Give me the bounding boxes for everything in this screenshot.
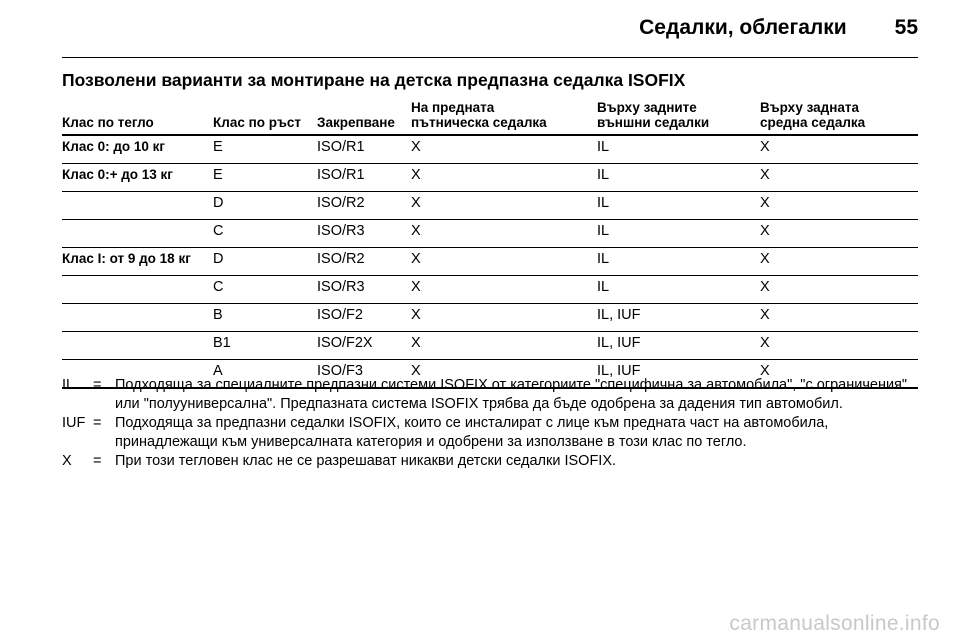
fixture-cell: ISO/R2: [317, 248, 411, 276]
weight-class-cell: [62, 276, 213, 304]
size-class-cell: C: [213, 220, 317, 248]
legend-note-iuf: [62, 414, 918, 452]
note-equals: =: [93, 453, 102, 469]
rear-outboard-cell: IL: [597, 220, 760, 248]
rear-outboard-cell: IL: [597, 135, 760, 164]
size-class-cell: A: [213, 360, 317, 389]
note-abbreviation: IUF: [62, 415, 86, 431]
fixture-cell: ISO/R1: [317, 135, 411, 164]
section-title: Седалки, облегалки: [639, 16, 847, 39]
fixture-cell: ISO/F2X: [317, 332, 411, 360]
table-row: [62, 135, 918, 164]
table-header: [62, 100, 918, 135]
front-seat-cell: X: [411, 304, 597, 332]
fixture-cell: ISO/F3: [317, 360, 411, 389]
rear-centre-cell: X: [760, 164, 918, 192]
weight-class-cell: [62, 192, 213, 220]
weight-class-cell: [62, 304, 213, 332]
front-seat-cell: X: [411, 276, 597, 304]
page-number: 55: [894, 16, 918, 39]
note-equals: =: [93, 415, 102, 431]
rear-centre-cell: X: [760, 192, 918, 220]
fixture-cell: ISO/R3: [317, 276, 411, 304]
table-header-row: [62, 100, 918, 135]
page-header: [0, 16, 918, 40]
table-row: [62, 220, 918, 248]
header-weight-class: Клас по тегло: [62, 100, 213, 135]
rear-outboard-cell: IL: [597, 248, 760, 276]
table-row: [62, 304, 918, 332]
rear-outboard-cell: IL, IUF: [597, 304, 760, 332]
size-class-cell: D: [213, 192, 317, 220]
front-seat-cell: X: [411, 360, 597, 389]
rear-outboard-cell: IL: [597, 164, 760, 192]
size-class-cell: B: [213, 304, 317, 332]
front-seat-cell: X: [411, 220, 597, 248]
size-class-cell: B1: [213, 332, 317, 360]
rear-centre-cell: X: [760, 360, 918, 389]
header-front-passenger-seat: На предната пътническа седалка: [411, 100, 597, 135]
table-row: [62, 192, 918, 220]
note-abbreviation: IL: [62, 377, 75, 393]
table-title: Позволени варианти за монтиране на детска предпазна седалка ISOFIX: [62, 70, 686, 90]
header-rear-outboard-seats: Върху задните външни седалки: [597, 100, 760, 135]
weight-class-cell: Клас 0: до 10 кг: [62, 135, 213, 164]
weight-class-cell: Клас 0:+ до 13 кг: [62, 164, 213, 192]
rear-centre-cell: X: [760, 304, 918, 332]
rear-centre-cell: X: [760, 220, 918, 248]
table-row: [62, 164, 918, 192]
legend-note-il: [62, 376, 918, 414]
header-rule: [62, 57, 918, 58]
fixture-cell: ISO/R3: [317, 220, 411, 248]
front-seat-cell: X: [411, 192, 597, 220]
size-class-cell: E: [213, 135, 317, 164]
rear-centre-cell: X: [760, 248, 918, 276]
table-row: [62, 276, 918, 304]
watermark: carmanualsonline.info: [729, 612, 940, 635]
table-row: [62, 248, 918, 276]
fixture-cell: ISO/F2: [317, 304, 411, 332]
size-class-cell: E: [213, 164, 317, 192]
rear-centre-cell: X: [760, 276, 918, 304]
note-abbreviation: X: [62, 453, 72, 469]
front-seat-cell: X: [411, 135, 597, 164]
rear-outboard-cell: IL, IUF: [597, 332, 760, 360]
rear-centre-cell: X: [760, 135, 918, 164]
weight-class-cell: Клас I: от 9 до 18 кг: [62, 248, 213, 276]
front-seat-cell: X: [411, 164, 597, 192]
weight-class-cell: [62, 332, 213, 360]
front-seat-cell: X: [411, 248, 597, 276]
front-seat-cell: X: [411, 332, 597, 360]
header-size-class: Клас по ръст: [213, 100, 317, 135]
rear-outboard-cell: IL, IUF: [597, 360, 760, 389]
note-text: Подходяща за предпазни седалки ISOFIX, които се инсталират с лице към предната част на автомобила, принадлежащи към универсалната категория и одобрени за използване в този клас по тегло.: [115, 415, 829, 450]
fixture-cell: ISO/R2: [317, 192, 411, 220]
fixture-cell: ISO/R1: [317, 164, 411, 192]
header-fixture: Закрепване: [317, 100, 411, 135]
legend-notes: [62, 376, 918, 471]
isofix-table: [62, 100, 918, 389]
note-text: Подходяща за специалните предпазни системи ISOFIX от категориите "специфична за автомобила", "с ограничения" или "полууниверсална". Предпазната система ISOFIX трябва да бъде одобрена за дадения тип автомобил.: [115, 377, 908, 412]
note-equals: =: [93, 377, 102, 393]
legend-note-x: [62, 452, 918, 471]
table-row: [62, 332, 918, 360]
rear-outboard-cell: IL: [597, 276, 760, 304]
rear-centre-cell: X: [760, 332, 918, 360]
header-rear-centre-seat: Върху задната средна седалка: [760, 100, 918, 135]
weight-class-cell: [62, 220, 213, 248]
size-class-cell: D: [213, 248, 317, 276]
size-class-cell: C: [213, 276, 317, 304]
note-text: При този тегловен клас не се разрешават никакви детски седалки ISOFIX.: [115, 453, 617, 469]
rear-outboard-cell: IL: [597, 192, 760, 220]
